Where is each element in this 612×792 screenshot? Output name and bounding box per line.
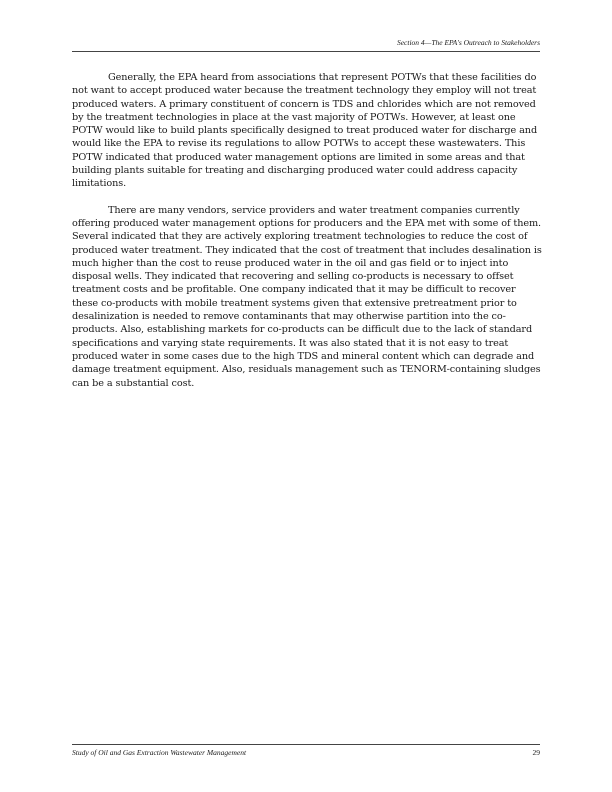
- page-number: 29: [532, 748, 540, 757]
- section-title: Section 4—The EPA's Outreach to Stakeholders: [396, 38, 540, 47]
- page-footer: [72, 744, 540, 758]
- paragraph-potw: Generally, the EPA heard from associations that represent POTWs that these facilities do not want to accept produced water because the treatment technology they employ will not treat produced waters. A primary constituent of concern is TDS and chlorides which are not removed by the treatment technologies in place at the vast majority of POTWs. However, at least one POTW would like to build plants specifically designed to treat produced water for discharge and would like the EPA to revise its regulations to allow POTWs to accept these wastewaters. This POTW indicated that produced water management options are limited in some areas and that building plants suitable for treating and discharging produced water could address capacity limitations.: [72, 72, 538, 190]
- page-header: [72, 38, 540, 52]
- document-title: Study of Oil and Gas Extraction Wastewater Management: [72, 748, 247, 757]
- body-text: [72, 71, 542, 403]
- paragraph-vendors: There are many vendors, service providers and water treatment companies currently offering produced water management options for producers and the EPA met with some of them. Several indicated that they are actively exploring treatment technologies to reduce the cost of produced water treatment. They indicated that the cost of treatment that includes desalination is much higher than the cost to reuse produced water in the oil and gas field or to inject into disposal wells. They indicated that recovering and selling co-products is necessary to offset treatment costs and be profitable. One company indicated that it may be difficult to recover these co-products with mobile treatment systems given that extensive pretreatment prior to desalinization is needed to remove contaminants that may otherwise partition into the co-products. Also, establishing markets for co-products can be difficult due to the lack of standard specifications and varying state requirements. It was also stated that it is not easy to treat produced water in some cases due to the high TDS and mineral content which can degrade and damage treatment equipment. Also, residuals management such as TENORM-containing sludges can be a substantial cost.: [72, 204, 542, 389]
